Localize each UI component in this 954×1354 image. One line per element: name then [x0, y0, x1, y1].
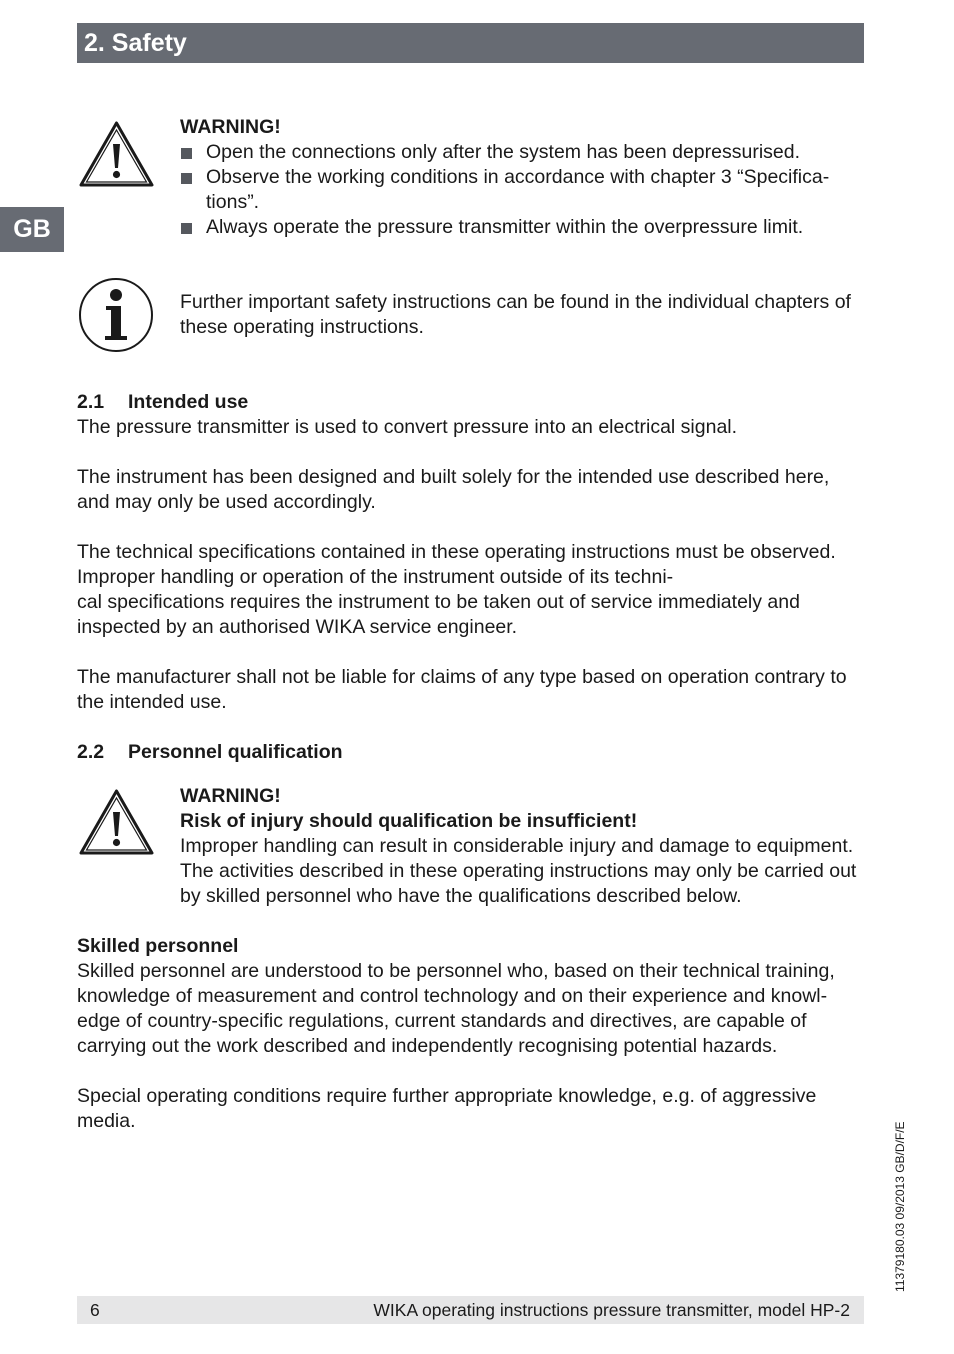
warning-heading: WARNING!	[180, 116, 281, 138]
page-number: 6	[90, 1300, 100, 1320]
section-header-bar	[77, 23, 864, 63]
section-number: 2.2	[77, 741, 105, 763]
section-number: 2.1	[77, 391, 105, 413]
warning-bullet-item: Always operate the pressure transmitter within the overpressure limit.	[180, 215, 864, 240]
warning-triangle-icon	[78, 120, 155, 195]
warning-bullet-item: Open the connections only after the system has been depressurised.	[180, 140, 864, 165]
warning-bullet-item	[180, 165, 864, 215]
warning-subheading: Risk of injury should qualification be insufficient!	[180, 810, 638, 832]
footer-text: WIKA operating instructions pressure transmitter, model HP-2	[373, 1300, 850, 1320]
warning-bullet-list	[180, 140, 864, 240]
document-reference: 11379180.03 09/2013 GB/D/F/E	[893, 1121, 907, 1292]
footer-bar	[77, 1296, 864, 1324]
subheading-skilled-personnel: Skilled personnel	[77, 935, 239, 957]
warning-triangle-icon	[78, 788, 155, 863]
info-circle-icon	[78, 277, 154, 360]
section-heading-2-2	[77, 740, 343, 765]
warning-body: Improper handling can result in considerable injury and damage to equipment. The activities described in these operating instructions may only be carried out by skilled personnel who have the qualifications described below.	[180, 835, 857, 907]
warning-heading: WARNING!	[180, 785, 281, 807]
page-title: 2. Safety	[84, 29, 187, 57]
warning-block-2	[180, 784, 864, 909]
paragraph: Special operating conditions require further appropriate knowledge, e.g. of aggressive media.	[77, 1085, 817, 1132]
section-heading-2-1	[77, 390, 248, 415]
language-tab: GB	[0, 207, 64, 252]
paragraph: The instrument has been designed and built solely for the intended use described here, and may only be used accordingly.	[77, 466, 830, 513]
paragraph: The manufacturer shall not be liable for claims of any type based on operation contrary to the intended use.	[77, 666, 847, 713]
section-title: Personnel qualification	[128, 741, 343, 763]
warning-bullet-text: Observe the working conditions in accordance with chapter 3 “Specifica- tions”.	[206, 166, 830, 213]
paragraph: Skilled personnel are understood to be personnel who, based on their technical training, knowledge of measurement and control technology and on their experience and knowl- edge of country-specific regulations, current standards and directives, are capable of carrying out the work described and independently recognising potential hazards.	[77, 960, 835, 1057]
paragraph: The technical specifications contained in these operating instructions must be observed. Improper handling or operation of the instrument outside of its techni- cal specifications requires the instrument to be taken out of service immediately and inspected by an authorised WIKA service engineer.	[77, 541, 836, 638]
section-title: Intended use	[128, 391, 249, 413]
warning-block-1	[180, 115, 864, 240]
info-text: Further important safety instructions can be found in the individual chapters of these operating instructions.	[180, 291, 851, 338]
paragraph: The pressure transmitter is used to convert pressure into an electrical signal.	[77, 416, 738, 438]
